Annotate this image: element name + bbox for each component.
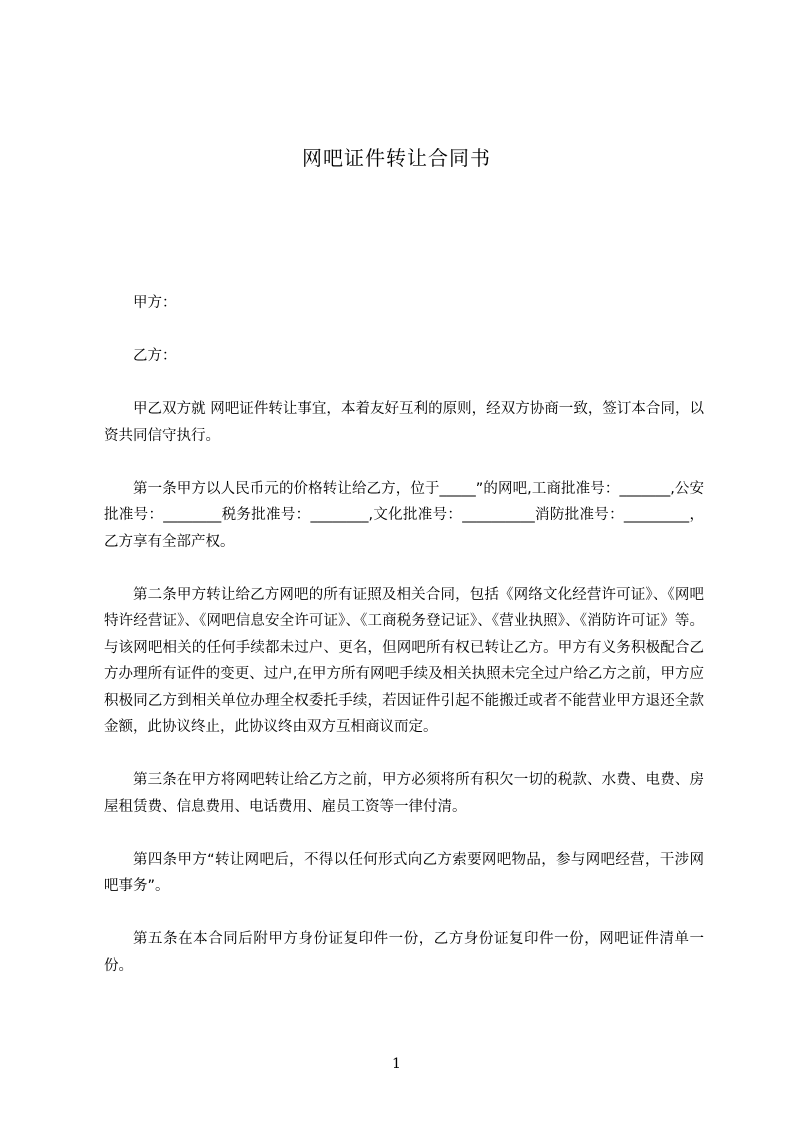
article-4-paragraph: 第四条甲方“转让网吧后，不得以任何形式向乙方索要网吧物品，参与网吧经营，干涉网吧事务”。	[104, 851, 704, 894]
party-b-label: 乙方：	[133, 348, 177, 364]
document-title: 网吧证件转让合同书	[302, 146, 491, 170]
page-number: 1	[392, 1056, 401, 1072]
preamble-paragraph: 甲乙双方就 网吧证件转让事宜，本着友好互利的原则，经双方协商一致，签订本合同，以资共同信守执行。	[104, 401, 704, 444]
article-1-paragraph: 第一条甲方以人民币元的价格转让给乙方，位于_____”的网吧,工商批准号：_______,公安批准号：________税务批准号：________,文化批准号：__________消防批准号：_________，乙方享有全部产权。	[104, 480, 704, 550]
party-a-label: 甲方：	[133, 295, 177, 311]
article-5-paragraph: 第五条在本合同后附甲方身份证复印件一份，乙方身份证复印件一份，网吧证件清单一份。	[104, 931, 704, 974]
contract-body	[104, 290, 704, 1006]
article-2-paragraph: 第二条甲方转让给乙方网吧的所有证照及相关合同，包括《网络文化经营许可证》、《网吧特许经营证》、《网吧信息安全许可证》、《工商税务登记证》、《营业执照》、《消防许可证》等。与该网吧相关的任何手续都未过户、更名，但网吧所有权已转让乙方。甲方有义务积极配合乙方办理所有证件的变更、过户,在甲方所有网吧手续及相关执照未完全过户给乙方之前，甲方应积极同乙方到相关单位办理全权委托手续，若因证件引起不能搬迁或者不能营业甲方退还全款金额，此协议终止，此协议终由双方互相商议而定。	[104, 586, 704, 735]
article-3-paragraph: 第三条在甲方将网吧转让给乙方之前，甲方必须将所有积欠一切的税款、水费、电费、房屋租赁费、信息费用、电话费用、雇员工资等一律付清。	[104, 772, 704, 815]
